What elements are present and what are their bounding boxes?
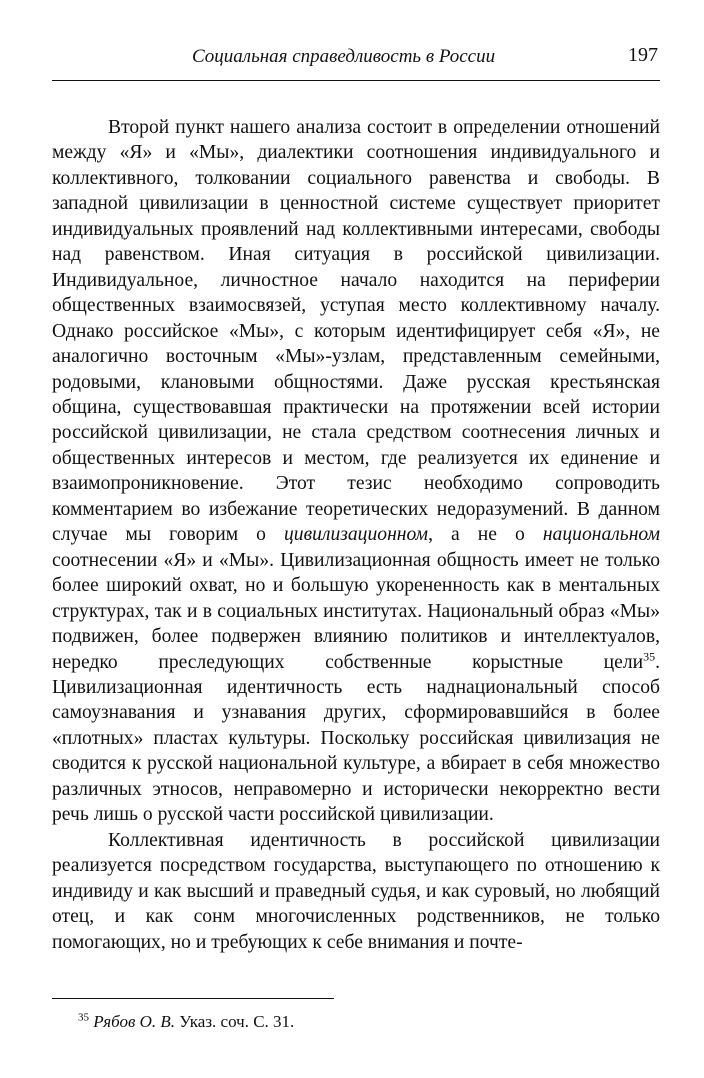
footnote bbox=[78, 1012, 294, 1032]
footnote-number: 35 bbox=[78, 1011, 89, 1024]
paragraph-1-text-a: Второй пункт нашего анализа состоит в определении отношений между «Я» и «Мы», диалектики соотношения индивидуального и коллективного, толковании социального равенства и свободы. В западной цивилизации в ценностной системе существует приоритет индивидуальных проявлений над коллективными интересами, свободы над равенством. Иная ситуация в российской цивилизации. Индивидуальное, личностное начало находится на периферии общественных взаимосвязей, уступая место коллективному началу. Однако российское «Мы», с которым идентифицирует себя «Я», не аналогично восточным «Мы»-узлам, представленным семейными, родовыми, клановыми общностями. Даже русская крестьянская община, существовавшая практически на протяжении всей истории российской цивилизации, не стала средством соотнесения личных и общественных интересов и местом, где реализуется их единение и взаимопроникновение. Этот тезис необходимо сопроводить комментарием во избежание теоретических недоразумений. В данном случае мы говорим о bbox=[52, 117, 660, 546]
main-text bbox=[52, 115, 660, 955]
italic-term-civilizational: цивилизационном bbox=[284, 524, 429, 546]
paragraph-1-text-d: . Цивилизационная идентичность есть наднациональный способ самоузнавания и узнавания других, сформировавшийся в более «плотных» пластах культуры. Поскольку российская цивилизация не сводится к русской национальной культуре, а вбирает в себя множество различных этносов, неправомерно и исторически некорректно вести речь лишь о русской части российской цивилизации. bbox=[52, 651, 660, 826]
paragraph-1-text-b: , а не о bbox=[428, 524, 543, 546]
footnote-author: Рябов О. В. bbox=[93, 1012, 175, 1031]
page-number: 197 bbox=[628, 44, 658, 66]
italic-term-national: национальном bbox=[542, 524, 660, 546]
footnote-divider bbox=[52, 998, 334, 999]
paragraph-2: Коллективная идентичность в российской цивилизации реализуется посредством государства, выступающего по отношению к индивиду и как высший и праведный судья, и как суровый, но любящий отец, и как сонм многочисленных родственников, не только помогающих, но и требующих к себе внимания и почте- bbox=[52, 829, 660, 953]
running-header bbox=[52, 40, 660, 81]
running-title: Социальная справедливость в России bbox=[192, 46, 496, 67]
paragraph-1-text-c: соотнесении «Я» и «Мы». Цивилизационная общность имеет не только более широкий охват, но и большую укорененность как в ментальных структурах, так и в социальных институтах. Национальный образ «Мы» подвижен, более подвержен влиянию политиков и интеллектуалов, нередко преследующих собственные корыстные цели bbox=[52, 549, 660, 673]
paragraph-1 bbox=[52, 115, 660, 828]
footnote-reference[interactable]: 35 bbox=[643, 648, 656, 663]
footnote-text: Указ. соч. С. 31. bbox=[174, 1012, 295, 1031]
